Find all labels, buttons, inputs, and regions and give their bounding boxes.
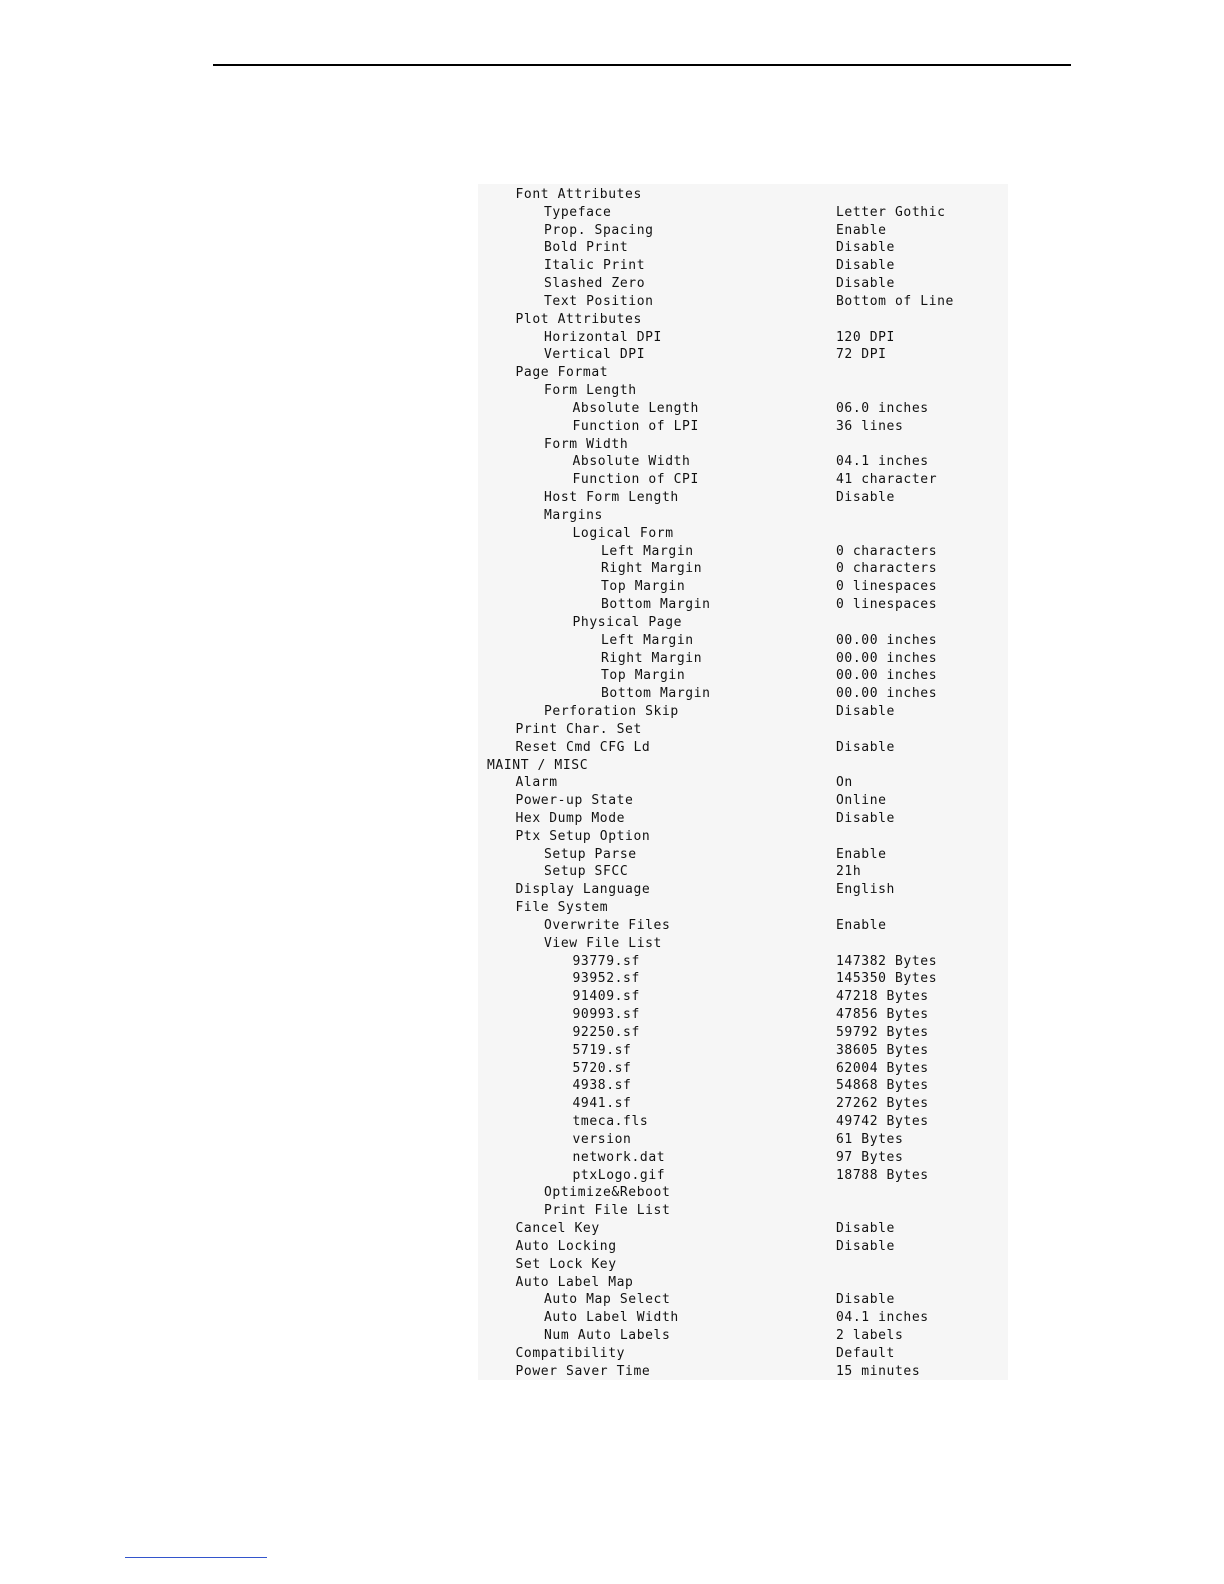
config-label: Reset Cmd CFG Ld bbox=[515, 739, 651, 755]
config-row bbox=[487, 828, 1007, 846]
config-value: Enable bbox=[836, 917, 887, 933]
config-value: Enable bbox=[836, 846, 887, 862]
config-row bbox=[487, 436, 1007, 454]
config-value: 04.1 inches bbox=[836, 1310, 929, 1326]
config-value: Disable bbox=[836, 704, 895, 720]
config-label: Top Margin bbox=[601, 668, 686, 684]
config-value: Disable bbox=[836, 1221, 895, 1237]
config-row bbox=[487, 1345, 1007, 1363]
config-row bbox=[487, 988, 1007, 1006]
config-value: Default bbox=[836, 1345, 895, 1361]
config-row bbox=[487, 1149, 1007, 1167]
config-label: 93779.sf bbox=[572, 953, 640, 969]
config-row bbox=[487, 1238, 1007, 1256]
config-value: 47856 Bytes bbox=[836, 1007, 929, 1023]
config-label: Logical Form bbox=[572, 525, 674, 541]
config-label: Left Margin bbox=[601, 632, 694, 648]
config-label: 4938.sf bbox=[572, 1078, 632, 1094]
config-row bbox=[487, 471, 1007, 489]
config-row bbox=[487, 418, 1007, 436]
config-label: Perforation Skip bbox=[544, 704, 679, 720]
config-label: version bbox=[572, 1131, 632, 1147]
config-row bbox=[487, 1327, 1007, 1345]
config-label: View File List bbox=[544, 935, 662, 951]
config-value: On bbox=[836, 775, 853, 791]
config-label: Power-up State bbox=[515, 793, 634, 809]
config-value: 47218 Bytes bbox=[836, 989, 929, 1005]
config-value: Disable bbox=[836, 1292, 895, 1308]
config-row bbox=[487, 1363, 1007, 1381]
footer-link-underline bbox=[125, 1557, 267, 1558]
config-row bbox=[487, 293, 1007, 311]
config-label: Slashed Zero bbox=[544, 276, 646, 292]
config-label: tmeca.fls bbox=[572, 1114, 649, 1130]
config-row bbox=[487, 1256, 1007, 1274]
config-value: 00.00 inches bbox=[836, 686, 938, 702]
config-label: Page Format bbox=[515, 365, 609, 381]
config-value: 59792 Bytes bbox=[836, 1024, 929, 1040]
config-label: Ptx Setup Option bbox=[515, 828, 651, 844]
config-label: Display Language bbox=[515, 882, 651, 898]
config-value: 54868 Bytes bbox=[836, 1078, 929, 1094]
config-label: Set Lock Key bbox=[515, 1256, 617, 1272]
config-value: Disable bbox=[836, 240, 895, 256]
config-value: 04.1 inches bbox=[836, 454, 929, 470]
config-label: Setup SFCC bbox=[544, 864, 629, 880]
config-value: 0 linespaces bbox=[836, 579, 938, 595]
config-row bbox=[487, 489, 1007, 507]
config-row bbox=[487, 810, 1007, 828]
config-label: Horizontal DPI bbox=[544, 329, 662, 345]
config-label: Auto Label Map bbox=[515, 1274, 634, 1290]
config-value: 27262 Bytes bbox=[836, 1096, 929, 1112]
config-row bbox=[487, 1220, 1007, 1238]
config-row bbox=[487, 1167, 1007, 1185]
config-label: Auto Map Select bbox=[544, 1292, 671, 1308]
config-label: Function of LPI bbox=[572, 418, 699, 434]
config-row bbox=[487, 846, 1007, 864]
config-label: 92250.sf bbox=[572, 1024, 640, 1040]
config-row bbox=[487, 1060, 1007, 1078]
config-label: 5720.sf bbox=[572, 1060, 632, 1076]
config-row bbox=[487, 1077, 1007, 1095]
config-label: Setup Parse bbox=[544, 846, 637, 862]
config-row bbox=[487, 543, 1007, 561]
config-label: Num Auto Labels bbox=[544, 1328, 671, 1343]
config-value: Disable bbox=[836, 258, 895, 274]
config-row bbox=[487, 578, 1007, 596]
config-label: 91409.sf bbox=[572, 989, 640, 1005]
config-row bbox=[487, 382, 1007, 400]
config-label: File System bbox=[515, 900, 609, 916]
config-row bbox=[487, 1274, 1007, 1292]
config-label: Hex Dump Mode bbox=[515, 810, 626, 826]
config-row bbox=[487, 614, 1007, 632]
config-label: Print Char. Set bbox=[515, 721, 642, 737]
config-label: Overwrite Files bbox=[544, 917, 671, 933]
config-row bbox=[487, 239, 1007, 257]
config-label: Form Width bbox=[544, 436, 629, 452]
config-value: 62004 Bytes bbox=[836, 1060, 929, 1076]
config-label: ptxLogo.gif bbox=[572, 1167, 666, 1183]
config-row bbox=[487, 453, 1007, 471]
config-value: 97 Bytes bbox=[836, 1149, 904, 1165]
config-row bbox=[487, 186, 1007, 204]
config-label: Vertical DPI bbox=[544, 347, 646, 363]
config-label: 4941.sf bbox=[572, 1096, 632, 1112]
config-value: Disable bbox=[836, 490, 895, 506]
config-value: 06.0 inches bbox=[836, 400, 929, 416]
config-row bbox=[487, 329, 1007, 347]
config-value: 120 DPI bbox=[836, 329, 895, 345]
config-row bbox=[487, 507, 1007, 525]
config-label: Physical Page bbox=[572, 614, 683, 630]
config-row bbox=[487, 881, 1007, 899]
config-label: Margins bbox=[544, 507, 603, 523]
config-label: Power Saver Time bbox=[515, 1363, 651, 1379]
config-label: Italic Print bbox=[544, 258, 646, 274]
config-row bbox=[487, 525, 1007, 543]
config-value: Enable bbox=[836, 222, 887, 238]
config-row bbox=[487, 596, 1007, 614]
config-label: Auto Locking bbox=[515, 1238, 617, 1254]
config-row bbox=[487, 667, 1007, 685]
config-label: Cancel Key bbox=[515, 1221, 600, 1237]
config-value: 36 lines bbox=[836, 418, 904, 434]
config-label: Typeface bbox=[544, 204, 612, 220]
config-value: Disable bbox=[836, 810, 895, 826]
config-row bbox=[487, 275, 1007, 293]
config-label: Right Margin bbox=[601, 561, 703, 577]
config-value: 72 DPI bbox=[836, 347, 887, 363]
config-value: 15 minutes bbox=[836, 1363, 921, 1379]
config-row bbox=[487, 1291, 1007, 1309]
config-value: Online bbox=[836, 793, 887, 809]
config-row bbox=[487, 1113, 1007, 1131]
config-label: 93952.sf bbox=[572, 971, 640, 987]
config-label: Auto Label Width bbox=[544, 1310, 679, 1326]
config-row bbox=[487, 560, 1007, 578]
config-row bbox=[487, 721, 1007, 739]
config-row bbox=[487, 774, 1007, 792]
config-label: MAINT / MISC bbox=[487, 757, 589, 773]
config-value: 145350 Bytes bbox=[836, 971, 938, 987]
config-value: Bottom of Line bbox=[836, 293, 954, 309]
header-rule bbox=[213, 64, 1071, 66]
config-row bbox=[487, 632, 1007, 650]
config-row bbox=[487, 863, 1007, 881]
config-value: 00.00 inches bbox=[836, 632, 938, 648]
config-label: Absolute Width bbox=[572, 454, 691, 470]
config-label: Bottom Margin bbox=[601, 597, 711, 613]
config-row bbox=[487, 739, 1007, 757]
config-label: Left Margin bbox=[601, 543, 694, 559]
config-value: 49742 Bytes bbox=[836, 1114, 929, 1130]
config-row bbox=[487, 204, 1007, 222]
config-label: Plot Attributes bbox=[515, 311, 642, 327]
config-value: 38605 Bytes bbox=[836, 1042, 929, 1058]
config-value: 0 characters bbox=[836, 543, 938, 559]
config-row bbox=[487, 935, 1007, 953]
config-row bbox=[487, 1202, 1007, 1220]
config-value: 0 characters bbox=[836, 561, 938, 577]
config-row bbox=[487, 970, 1007, 988]
config-row bbox=[487, 1184, 1007, 1202]
config-row bbox=[487, 685, 1007, 703]
config-value: 41 character bbox=[836, 472, 938, 488]
config-row bbox=[487, 899, 1007, 917]
config-row bbox=[487, 311, 1007, 329]
config-label: 5719.sf bbox=[572, 1042, 632, 1058]
config-row bbox=[487, 1024, 1007, 1042]
config-label: Optimize&Reboot bbox=[544, 1185, 671, 1201]
config-row bbox=[487, 917, 1007, 935]
config-value: 147382 Bytes bbox=[836, 953, 938, 969]
config-row bbox=[487, 792, 1007, 810]
config-label: Print File List bbox=[544, 1203, 671, 1219]
config-value: 2 labels bbox=[836, 1328, 904, 1343]
config-label: 90993.sf bbox=[572, 1007, 640, 1023]
config-label: network.dat bbox=[572, 1149, 666, 1165]
config-label: Function of CPI bbox=[572, 472, 699, 488]
config-row bbox=[487, 257, 1007, 275]
config-row bbox=[487, 346, 1007, 364]
config-label: Absolute Length bbox=[572, 400, 699, 416]
config-row bbox=[487, 1131, 1007, 1149]
config-value: English bbox=[836, 882, 895, 898]
config-label: Font Attributes bbox=[515, 187, 642, 202]
config-value: 00.00 inches bbox=[836, 650, 938, 666]
config-value: Disable bbox=[836, 1238, 895, 1254]
config-label: Host Form Length bbox=[544, 490, 679, 506]
config-row bbox=[487, 703, 1007, 721]
config-label: Text Position bbox=[544, 293, 654, 309]
config-row bbox=[487, 757, 1007, 775]
config-label: Prop. Spacing bbox=[544, 222, 654, 238]
config-value: Letter Gothic bbox=[836, 204, 946, 220]
config-row bbox=[487, 1006, 1007, 1024]
config-row bbox=[487, 1042, 1007, 1060]
config-value: Disable bbox=[836, 739, 895, 755]
config-row bbox=[487, 364, 1007, 382]
config-label: Alarm bbox=[515, 775, 558, 791]
config-row bbox=[487, 953, 1007, 971]
config-label: Form Length bbox=[544, 383, 637, 399]
config-label: Compatibility bbox=[515, 1345, 626, 1361]
config-row bbox=[487, 1309, 1007, 1327]
config-label: Right Margin bbox=[601, 650, 703, 666]
config-value: 18788 Bytes bbox=[836, 1167, 929, 1183]
config-value: 0 linespaces bbox=[836, 597, 938, 613]
config-value: 00.00 inches bbox=[836, 668, 938, 684]
config-label: Top Margin bbox=[601, 579, 686, 595]
config-row bbox=[487, 1095, 1007, 1113]
config-row bbox=[487, 222, 1007, 240]
config-value: 61 Bytes bbox=[836, 1131, 904, 1147]
config-listing bbox=[487, 186, 1007, 1380]
config-row bbox=[487, 650, 1007, 668]
config-label: Bottom Margin bbox=[601, 686, 711, 702]
config-value: 21h bbox=[836, 864, 862, 880]
config-label: Bold Print bbox=[544, 240, 629, 256]
config-value: Disable bbox=[836, 276, 895, 292]
config-row bbox=[487, 400, 1007, 418]
